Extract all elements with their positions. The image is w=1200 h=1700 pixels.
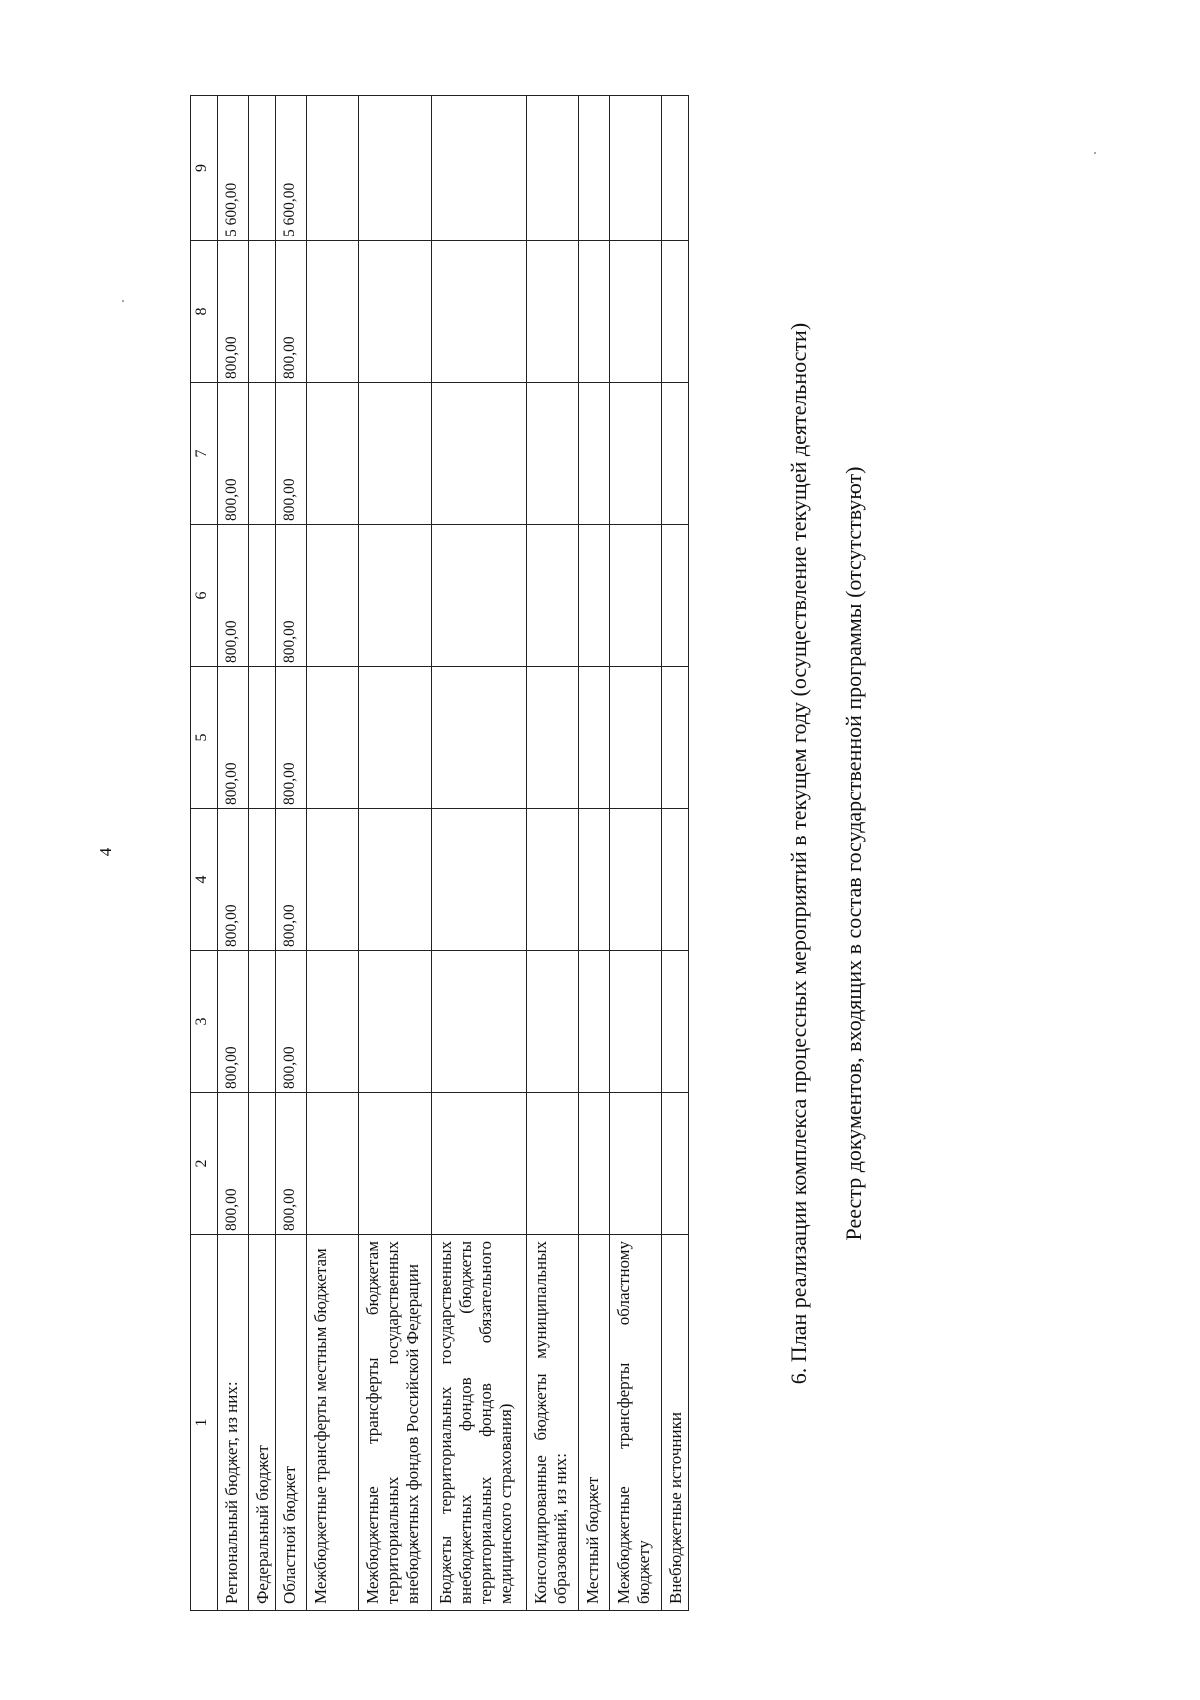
table-cell bbox=[307, 667, 359, 809]
table-cell bbox=[359, 383, 432, 525]
table-cell bbox=[359, 667, 432, 809]
table-cell: 5 600,00 bbox=[276, 96, 307, 241]
budget-table-body bbox=[191, 96, 689, 1611]
table-cell bbox=[307, 96, 359, 241]
table-cell: 800,00 bbox=[218, 667, 249, 809]
table-cell bbox=[359, 809, 432, 951]
table-cell bbox=[579, 951, 610, 1093]
table-cell bbox=[432, 241, 527, 383]
table-cell bbox=[359, 525, 432, 667]
table-cell: 5 600,00 bbox=[218, 96, 249, 241]
table-cell bbox=[610, 241, 662, 383]
table-cell bbox=[610, 96, 662, 241]
table-cell bbox=[662, 525, 689, 667]
row-label: Консолидированные бюджеты муниципальных образований, из них: bbox=[527, 1235, 579, 1611]
table-cell bbox=[579, 383, 610, 525]
table-cell bbox=[249, 383, 276, 525]
table-cell bbox=[527, 525, 579, 667]
table-row bbox=[527, 96, 579, 1611]
table-cell bbox=[579, 241, 610, 383]
table-cell bbox=[610, 1093, 662, 1235]
column-header: 3 bbox=[191, 951, 218, 1093]
row-label: Внебюджетные источники bbox=[662, 1235, 689, 1611]
table-cell bbox=[579, 667, 610, 809]
table-cell bbox=[249, 809, 276, 951]
column-header: 4 bbox=[191, 809, 218, 951]
table-cell bbox=[432, 667, 527, 809]
table-cell bbox=[610, 667, 662, 809]
row-label: Региональный бюджет, из них: bbox=[218, 1235, 249, 1611]
table-cell: 800,00 bbox=[218, 809, 249, 951]
table-cell bbox=[307, 241, 359, 383]
table-row bbox=[432, 96, 527, 1611]
table-cell bbox=[432, 809, 527, 951]
table-cell bbox=[307, 1093, 359, 1235]
column-header: 2 bbox=[191, 1093, 218, 1235]
table-cell: 800,00 bbox=[218, 525, 249, 667]
table-row bbox=[307, 96, 359, 1611]
table-row bbox=[579, 96, 610, 1611]
table-cell: 800,00 bbox=[276, 1093, 307, 1235]
page-number: 4 bbox=[96, 847, 115, 857]
table-cell: 800,00 bbox=[276, 241, 307, 383]
table-cell bbox=[307, 951, 359, 1093]
table-cell: 800,00 bbox=[218, 383, 249, 525]
table-cell bbox=[579, 96, 610, 241]
table-cell: 800,00 bbox=[276, 809, 307, 951]
table-cell: 800,00 bbox=[218, 241, 249, 383]
table-cell bbox=[249, 241, 276, 383]
column-header: 9 bbox=[191, 96, 218, 241]
scan-speck bbox=[122, 300, 124, 302]
row-label: Областной бюджет bbox=[276, 1235, 307, 1611]
row-label: Межбюджетные трансферты бюджетам территориальных государственных внебюджетных фондов Российской Федерации bbox=[359, 1235, 432, 1611]
table-cell bbox=[307, 383, 359, 525]
column-header: 5 bbox=[191, 667, 218, 809]
table-cell bbox=[527, 383, 579, 525]
row-label: Федеральный бюджет bbox=[249, 1235, 276, 1611]
table-cell bbox=[432, 383, 527, 525]
row-label: Местный бюджет bbox=[579, 1235, 610, 1611]
table-row bbox=[662, 96, 689, 1611]
table-cell bbox=[579, 525, 610, 667]
table-row bbox=[276, 96, 307, 1611]
table-cell bbox=[662, 809, 689, 951]
table-cell bbox=[249, 951, 276, 1093]
table-cell bbox=[359, 96, 432, 241]
table-cell: 800,00 bbox=[218, 951, 249, 1093]
table-cell bbox=[359, 1093, 432, 1235]
table-cell bbox=[359, 241, 432, 383]
table-cell bbox=[527, 951, 579, 1093]
table-cell bbox=[432, 1093, 527, 1235]
table-cell bbox=[359, 951, 432, 1093]
column-header: 1 bbox=[191, 1235, 218, 1611]
table-cell bbox=[662, 1093, 689, 1235]
row-label: Межбюджетные трансферты местным бюджетам bbox=[307, 1235, 359, 1611]
table-cell: 800,00 bbox=[276, 951, 307, 1093]
column-header: 7 bbox=[191, 383, 218, 525]
table-cell bbox=[610, 809, 662, 951]
table-cell bbox=[662, 951, 689, 1093]
registry-heading: Реестр документов, входящих в состав государственной программы (отсутствуют) bbox=[841, 466, 866, 1241]
table-cell bbox=[432, 96, 527, 241]
budget-table bbox=[190, 95, 689, 1611]
table-cell bbox=[662, 667, 689, 809]
table-cell bbox=[579, 809, 610, 951]
table-cell bbox=[307, 809, 359, 951]
table-cell bbox=[610, 383, 662, 525]
table-cell bbox=[662, 96, 689, 241]
table-cell bbox=[527, 1093, 579, 1235]
table-cell bbox=[249, 667, 276, 809]
row-label: Бюджеты территориальных государственных внебюджетных фондов (бюджеты территориальных фондов обязательного медицинского страхования) bbox=[432, 1235, 527, 1611]
table-cell bbox=[432, 951, 527, 1093]
table-cell bbox=[527, 96, 579, 241]
scan-speck bbox=[1094, 152, 1096, 154]
table-cell bbox=[307, 525, 359, 667]
table-cell bbox=[527, 667, 579, 809]
table-cell bbox=[527, 241, 579, 383]
table-cell bbox=[610, 525, 662, 667]
table-row bbox=[359, 96, 432, 1611]
table-cell: 800,00 bbox=[218, 1093, 249, 1235]
table-cell bbox=[432, 525, 527, 667]
table-cell bbox=[579, 1093, 610, 1235]
column-header: 6 bbox=[191, 525, 218, 667]
table-cell bbox=[527, 809, 579, 951]
table-cell: 800,00 bbox=[276, 525, 307, 667]
table-cell bbox=[249, 525, 276, 667]
column-header: 8 bbox=[191, 241, 218, 383]
section-heading: 6. План реализации комплекса процессных мероприятий в текущем году (осуществление текущей деятельности) bbox=[786, 322, 811, 1385]
table-header-row bbox=[191, 96, 218, 1611]
rotated-landscape-sheet bbox=[190, 96, 1090, 1611]
table-row bbox=[249, 96, 276, 1611]
table-cell bbox=[249, 96, 276, 241]
table-cell: 800,00 bbox=[276, 667, 307, 809]
table-row bbox=[610, 96, 662, 1611]
table-cell bbox=[610, 951, 662, 1093]
table-cell bbox=[662, 383, 689, 525]
table-row bbox=[218, 96, 249, 1611]
table-cell: 800,00 bbox=[276, 383, 307, 525]
row-label: Межбюджетные трансферты областному бюджету bbox=[610, 1235, 662, 1611]
table-cell bbox=[249, 1093, 276, 1235]
table-cell bbox=[662, 241, 689, 383]
